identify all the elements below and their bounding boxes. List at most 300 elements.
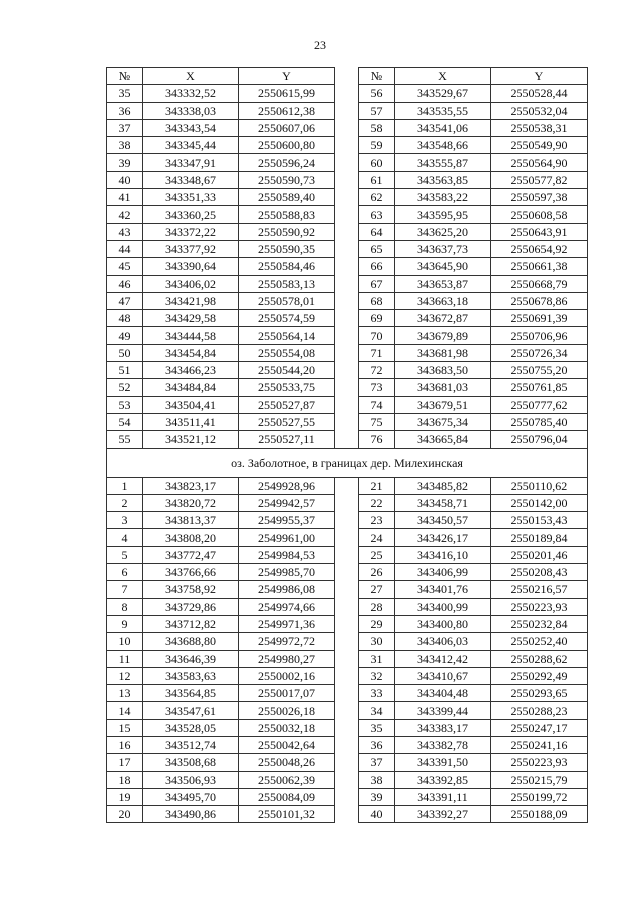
table-row [107,327,588,344]
point-number-left: 15 [107,719,143,736]
x-coordinate-right: 343625,20 [395,223,491,240]
point-number-right: 72 [359,362,395,379]
x-coordinate-right: 343535,55 [395,102,491,119]
y-coordinate-left: 2549980,27 [239,650,335,667]
x-coordinate-right: 343391,11 [395,788,491,805]
point-number-right: 76 [359,431,395,448]
x-coordinate-left: 343454,84 [143,344,239,361]
table-row [107,736,588,753]
table-row [107,719,588,736]
column-gap [335,771,359,788]
x-coordinate-left: 343688,80 [143,633,239,650]
point-number-right: 58 [359,119,395,136]
column-gap [335,154,359,171]
table-row [107,806,588,823]
y-coordinate-right: 2550288,23 [491,702,588,719]
x-coordinate-right: 343392,27 [395,806,491,823]
y-coordinate-right: 2550142,00 [491,494,588,511]
x-coordinate-right: 343383,17 [395,719,491,736]
point-number-left: 8 [107,598,143,615]
column-gap [335,327,359,344]
x-coordinate-left: 343421,98 [143,292,239,309]
point-number-right: 40 [359,806,395,823]
x-coordinate-right: 343426,17 [395,529,491,546]
point-number-right: 27 [359,581,395,598]
column-gap [335,546,359,563]
point-number-left: 20 [107,806,143,823]
point-number-left: 5 [107,546,143,563]
x-coordinate-right: 343683,50 [395,362,491,379]
point-number-right: 36 [359,736,395,753]
point-number-left: 4 [107,529,143,546]
point-number-right: 21 [359,477,395,494]
table-row [107,598,588,615]
table-row [107,477,588,494]
x-coordinate-right: 343406,99 [395,564,491,581]
point-number-right: 25 [359,546,395,563]
point-number-left: 13 [107,685,143,702]
table-row [107,788,588,805]
point-number-left: 54 [107,413,143,430]
x-coordinate-left: 343466,23 [143,362,239,379]
x-coordinate-left: 343444,58 [143,327,239,344]
point-number-left: 38 [107,137,143,154]
table-row [107,344,588,361]
y-coordinate-left: 2550590,92 [239,223,335,240]
column-gap [335,615,359,632]
x-coordinate-right: 343412,42 [395,650,491,667]
y-coordinate-left: 2550527,87 [239,396,335,413]
point-number-left: 11 [107,650,143,667]
point-number-right: 73 [359,379,395,396]
y-coordinate-right: 2550293,65 [491,685,588,702]
column-gap [335,667,359,684]
column-gap [335,362,359,379]
column-gap [335,310,359,327]
x-coordinate-right: 343665,84 [395,431,491,448]
y-coordinate-left: 2550588,83 [239,206,335,223]
x-coordinate-right: 343555,87 [395,154,491,171]
y-coordinate-right: 2550241,16 [491,736,588,753]
point-number-right: 70 [359,327,395,344]
block1-body [107,85,588,448]
x-coordinate-right: 343404,48 [395,685,491,702]
x-coordinate-left: 343504,41 [143,396,239,413]
column-gap [335,494,359,511]
point-number-right: 35 [359,719,395,736]
column-gap [335,379,359,396]
x-coordinate-left: 343372,22 [143,223,239,240]
page-number: 23 [314,38,326,52]
x-coordinate-left: 343406,02 [143,275,239,292]
point-number-right: 38 [359,771,395,788]
point-number-right: 67 [359,275,395,292]
x-coordinate-left: 343495,70 [143,788,239,805]
column-gap [335,633,359,650]
x-coordinate-right: 343595,95 [395,206,491,223]
y-coordinate-left: 2550062,39 [239,771,335,788]
point-number-right: 33 [359,685,395,702]
table-row [107,529,588,546]
y-coordinate-right: 2550785,40 [491,413,588,430]
point-number-left: 18 [107,771,143,788]
table-row [107,546,588,563]
y-coordinate-left: 2550574,59 [239,310,335,327]
point-number-right: 57 [359,102,395,119]
y-coordinate-right: 2550201,46 [491,546,588,563]
point-number-right: 30 [359,633,395,650]
y-coordinate-right: 2550292,49 [491,667,588,684]
point-number-left: 17 [107,754,143,771]
y-coordinate-left: 2550615,99 [239,85,335,102]
y-coordinate-left: 2550590,73 [239,171,335,188]
x-coordinate-right: 343458,71 [395,494,491,511]
y-coordinate-left: 2549986,08 [239,581,335,598]
point-number-left: 46 [107,275,143,292]
table-row [107,379,588,396]
table-row [107,206,588,223]
point-number-right: 31 [359,650,395,667]
y-coordinate-left: 2549955,37 [239,512,335,529]
point-number-left: 16 [107,736,143,753]
table-row [107,154,588,171]
x-coordinate-left: 343511,41 [143,413,239,430]
x-coordinate-right: 343450,57 [395,512,491,529]
x-coordinate-right: 343392,85 [395,771,491,788]
point-number-left: 45 [107,258,143,275]
column-gap [335,581,359,598]
x-coordinate-left: 343506,93 [143,771,239,788]
x-coordinate-right: 343406,03 [395,633,491,650]
point-number-right: 22 [359,494,395,511]
point-number-left: 50 [107,344,143,361]
column-gap [335,788,359,805]
x-coordinate-right: 343583,22 [395,189,491,206]
column-gap [335,806,359,823]
y-coordinate-left: 2550589,40 [239,189,335,206]
y-coordinate-left: 2549961,00 [239,529,335,546]
column-gap [335,292,359,309]
x-coordinate-right: 343679,89 [395,327,491,344]
y-coordinate-right: 2550661,38 [491,258,588,275]
y-coordinate-right: 2550668,79 [491,275,588,292]
y-coordinate-left: 2550612,38 [239,102,335,119]
y-coordinate-left: 2550017,07 [239,685,335,702]
y-coordinate-right: 2550608,58 [491,206,588,223]
point-number-left: 43 [107,223,143,240]
x-coordinate-left: 343345,44 [143,137,239,154]
y-coordinate-left: 2549942,57 [239,494,335,511]
x-coordinate-right: 343382,78 [395,736,491,753]
x-coordinate-right: 343401,76 [395,581,491,598]
table-row [107,771,588,788]
table-row [107,667,588,684]
y-coordinate-right: 2550247,17 [491,719,588,736]
x-coordinate-right: 343637,73 [395,240,491,257]
y-coordinate-right: 2550232,84 [491,615,588,632]
table-row [107,119,588,136]
x-coordinate-left: 343377,92 [143,240,239,257]
header-num-left: № [107,68,143,85]
x-coordinate-right: 343681,98 [395,344,491,361]
y-coordinate-right: 2550654,92 [491,240,588,257]
table-row [107,171,588,188]
x-coordinate-left: 343360,25 [143,206,239,223]
x-coordinate-left: 343729,86 [143,598,239,615]
y-coordinate-right: 2550777,62 [491,396,588,413]
point-number-left: 3 [107,512,143,529]
y-coordinate-left: 2550600,80 [239,137,335,154]
y-coordinate-right: 2550532,04 [491,102,588,119]
point-number-left: 47 [107,292,143,309]
y-coordinate-right: 2550216,57 [491,581,588,598]
x-coordinate-left: 343712,82 [143,615,239,632]
table-row [107,431,588,448]
point-number-right: 69 [359,310,395,327]
x-coordinate-left: 343808,20 [143,529,239,546]
point-number-right: 74 [359,396,395,413]
point-number-right: 34 [359,702,395,719]
x-coordinate-right: 343541,06 [395,119,491,136]
y-coordinate-right: 2550538,31 [491,119,588,136]
table-row [107,633,588,650]
x-coordinate-left: 343490,86 [143,806,239,823]
y-coordinate-right: 2550188,09 [491,806,588,823]
point-number-right: 56 [359,85,395,102]
x-coordinate-left: 343820,72 [143,494,239,511]
point-number-right: 65 [359,240,395,257]
x-coordinate-left: 343347,91 [143,154,239,171]
table-row [107,413,588,430]
column-gap [335,275,359,292]
x-coordinate-left: 343508,68 [143,754,239,771]
column-gap [335,68,359,85]
point-number-left: 55 [107,431,143,448]
y-coordinate-left: 2550590,35 [239,240,335,257]
x-coordinate-right: 343681,03 [395,379,491,396]
table-row [107,310,588,327]
x-coordinate-right: 343400,99 [395,598,491,615]
x-coordinate-right: 343416,10 [395,546,491,563]
point-number-left: 42 [107,206,143,223]
column-gap [335,719,359,736]
y-coordinate-left: 2550583,13 [239,275,335,292]
x-coordinate-right: 343399,44 [395,702,491,719]
column-gap [335,206,359,223]
x-coordinate-right: 343672,87 [395,310,491,327]
y-coordinate-right: 2550597,38 [491,189,588,206]
section-title-row [107,448,588,477]
y-coordinate-right: 2550288,62 [491,650,588,667]
point-number-right: 75 [359,413,395,430]
point-number-left: 44 [107,240,143,257]
column-gap [335,598,359,615]
y-coordinate-left: 2549971,36 [239,615,335,632]
point-number-left: 37 [107,119,143,136]
header-x-left: X [143,68,239,85]
point-number-left: 36 [107,102,143,119]
point-number-left: 12 [107,667,143,684]
y-coordinate-left: 2550554,08 [239,344,335,361]
table-row [107,564,588,581]
x-coordinate-left: 343823,17 [143,477,239,494]
x-coordinate-left: 343512,74 [143,736,239,753]
table-row [107,275,588,292]
y-coordinate-right: 2550208,43 [491,564,588,581]
y-coordinate-right: 2550755,20 [491,362,588,379]
point-number-right: 71 [359,344,395,361]
point-number-right: 60 [359,154,395,171]
y-coordinate-left: 2549974,66 [239,598,335,615]
y-coordinate-right: 2550153,43 [491,512,588,529]
point-number-left: 53 [107,396,143,413]
x-coordinate-right: 343391,50 [395,754,491,771]
point-number-left: 39 [107,154,143,171]
table-row [107,396,588,413]
point-number-right: 24 [359,529,395,546]
y-coordinate-left: 2550584,46 [239,258,335,275]
y-coordinate-left: 2550578,01 [239,292,335,309]
table-row [107,258,588,275]
point-number-left: 10 [107,633,143,650]
y-coordinate-left: 2550026,18 [239,702,335,719]
y-coordinate-right: 2550678,86 [491,292,588,309]
x-coordinate-right: 343485,82 [395,477,491,494]
x-coordinate-right: 343663,18 [395,292,491,309]
column-gap [335,529,359,546]
column-gap [335,85,359,102]
y-coordinate-left: 2550048,26 [239,754,335,771]
column-gap [335,344,359,361]
table-row [107,292,588,309]
table-row [107,685,588,702]
point-number-right: 68 [359,292,395,309]
table-row [107,754,588,771]
x-coordinate-left: 343564,85 [143,685,239,702]
section-title: оз. Заболотное, в границах дер. Милехинская [107,448,588,477]
point-number-right: 32 [359,667,395,684]
x-coordinate-left: 343583,63 [143,667,239,684]
column-gap [335,477,359,494]
column-gap [335,431,359,448]
y-coordinate-left: 2550596,24 [239,154,335,171]
column-gap [335,258,359,275]
point-number-left: 41 [107,189,143,206]
x-coordinate-right: 343548,66 [395,137,491,154]
point-number-right: 62 [359,189,395,206]
x-coordinate-left: 343772,47 [143,546,239,563]
column-gap [335,137,359,154]
point-number-left: 6 [107,564,143,581]
y-coordinate-right: 2550643,91 [491,223,588,240]
table-row [107,189,588,206]
x-coordinate-right: 343410,67 [395,667,491,684]
header-num-right: № [359,68,395,85]
x-coordinate-right: 343563,85 [395,171,491,188]
column-gap [335,223,359,240]
table-row [107,85,588,102]
y-coordinate-right: 2550549,90 [491,137,588,154]
point-number-left: 52 [107,379,143,396]
point-number-left: 49 [107,327,143,344]
x-coordinate-left: 343348,67 [143,171,239,188]
x-coordinate-right: 343653,87 [395,275,491,292]
x-coordinate-left: 343484,84 [143,379,239,396]
y-coordinate-right: 2550726,34 [491,344,588,361]
x-coordinate-left: 343813,37 [143,512,239,529]
point-number-right: 64 [359,223,395,240]
y-coordinate-left: 2550084,09 [239,788,335,805]
point-number-right: 59 [359,137,395,154]
point-number-left: 35 [107,85,143,102]
table-row [107,512,588,529]
column-gap [335,685,359,702]
y-coordinate-right: 2550528,44 [491,85,588,102]
x-coordinate-left: 343521,12 [143,431,239,448]
y-coordinate-right: 2550691,39 [491,310,588,327]
x-coordinate-right: 343529,67 [395,85,491,102]
y-coordinate-left: 2550544,20 [239,362,335,379]
table-row [107,650,588,667]
point-number-right: 29 [359,615,395,632]
table-row [107,223,588,240]
y-coordinate-left: 2550533,75 [239,379,335,396]
point-number-right: 23 [359,512,395,529]
table-row [107,102,588,119]
point-number-left: 14 [107,702,143,719]
column-gap [335,564,359,581]
y-coordinate-left: 2550101,32 [239,806,335,823]
y-coordinate-left: 2550527,55 [239,413,335,430]
table-row [107,581,588,598]
column-gap [335,736,359,753]
column-gap [335,171,359,188]
column-gap [335,396,359,413]
point-number-left: 9 [107,615,143,632]
point-number-right: 63 [359,206,395,223]
y-coordinate-left: 2550527,11 [239,431,335,448]
y-coordinate-right: 2550796,04 [491,431,588,448]
y-coordinate-left: 2549928,96 [239,477,335,494]
y-coordinate-right: 2550189,84 [491,529,588,546]
table-row [107,362,588,379]
y-coordinate-right: 2550215,79 [491,771,588,788]
x-coordinate-right: 343645,90 [395,258,491,275]
y-coordinate-right: 2550564,90 [491,154,588,171]
y-coordinate-left: 2550032,18 [239,719,335,736]
point-number-right: 28 [359,598,395,615]
column-gap [335,512,359,529]
coordinates-table [106,67,588,823]
header-y-left: Y [239,68,335,85]
x-coordinate-left: 343646,39 [143,650,239,667]
column-gap [335,119,359,136]
x-coordinate-right: 343400,80 [395,615,491,632]
point-number-left: 48 [107,310,143,327]
column-gap [335,702,359,719]
point-number-right: 37 [359,754,395,771]
x-coordinate-left: 343766,66 [143,564,239,581]
y-coordinate-right: 2550577,82 [491,171,588,188]
x-coordinate-left: 343351,33 [143,189,239,206]
y-coordinate-left: 2549985,70 [239,564,335,581]
y-coordinate-left: 2549984,53 [239,546,335,563]
y-coordinate-left: 2550002,16 [239,667,335,684]
column-gap [335,102,359,119]
y-coordinate-right: 2550110,62 [491,477,588,494]
table-row [107,615,588,632]
x-coordinate-right: 343679,51 [395,396,491,413]
